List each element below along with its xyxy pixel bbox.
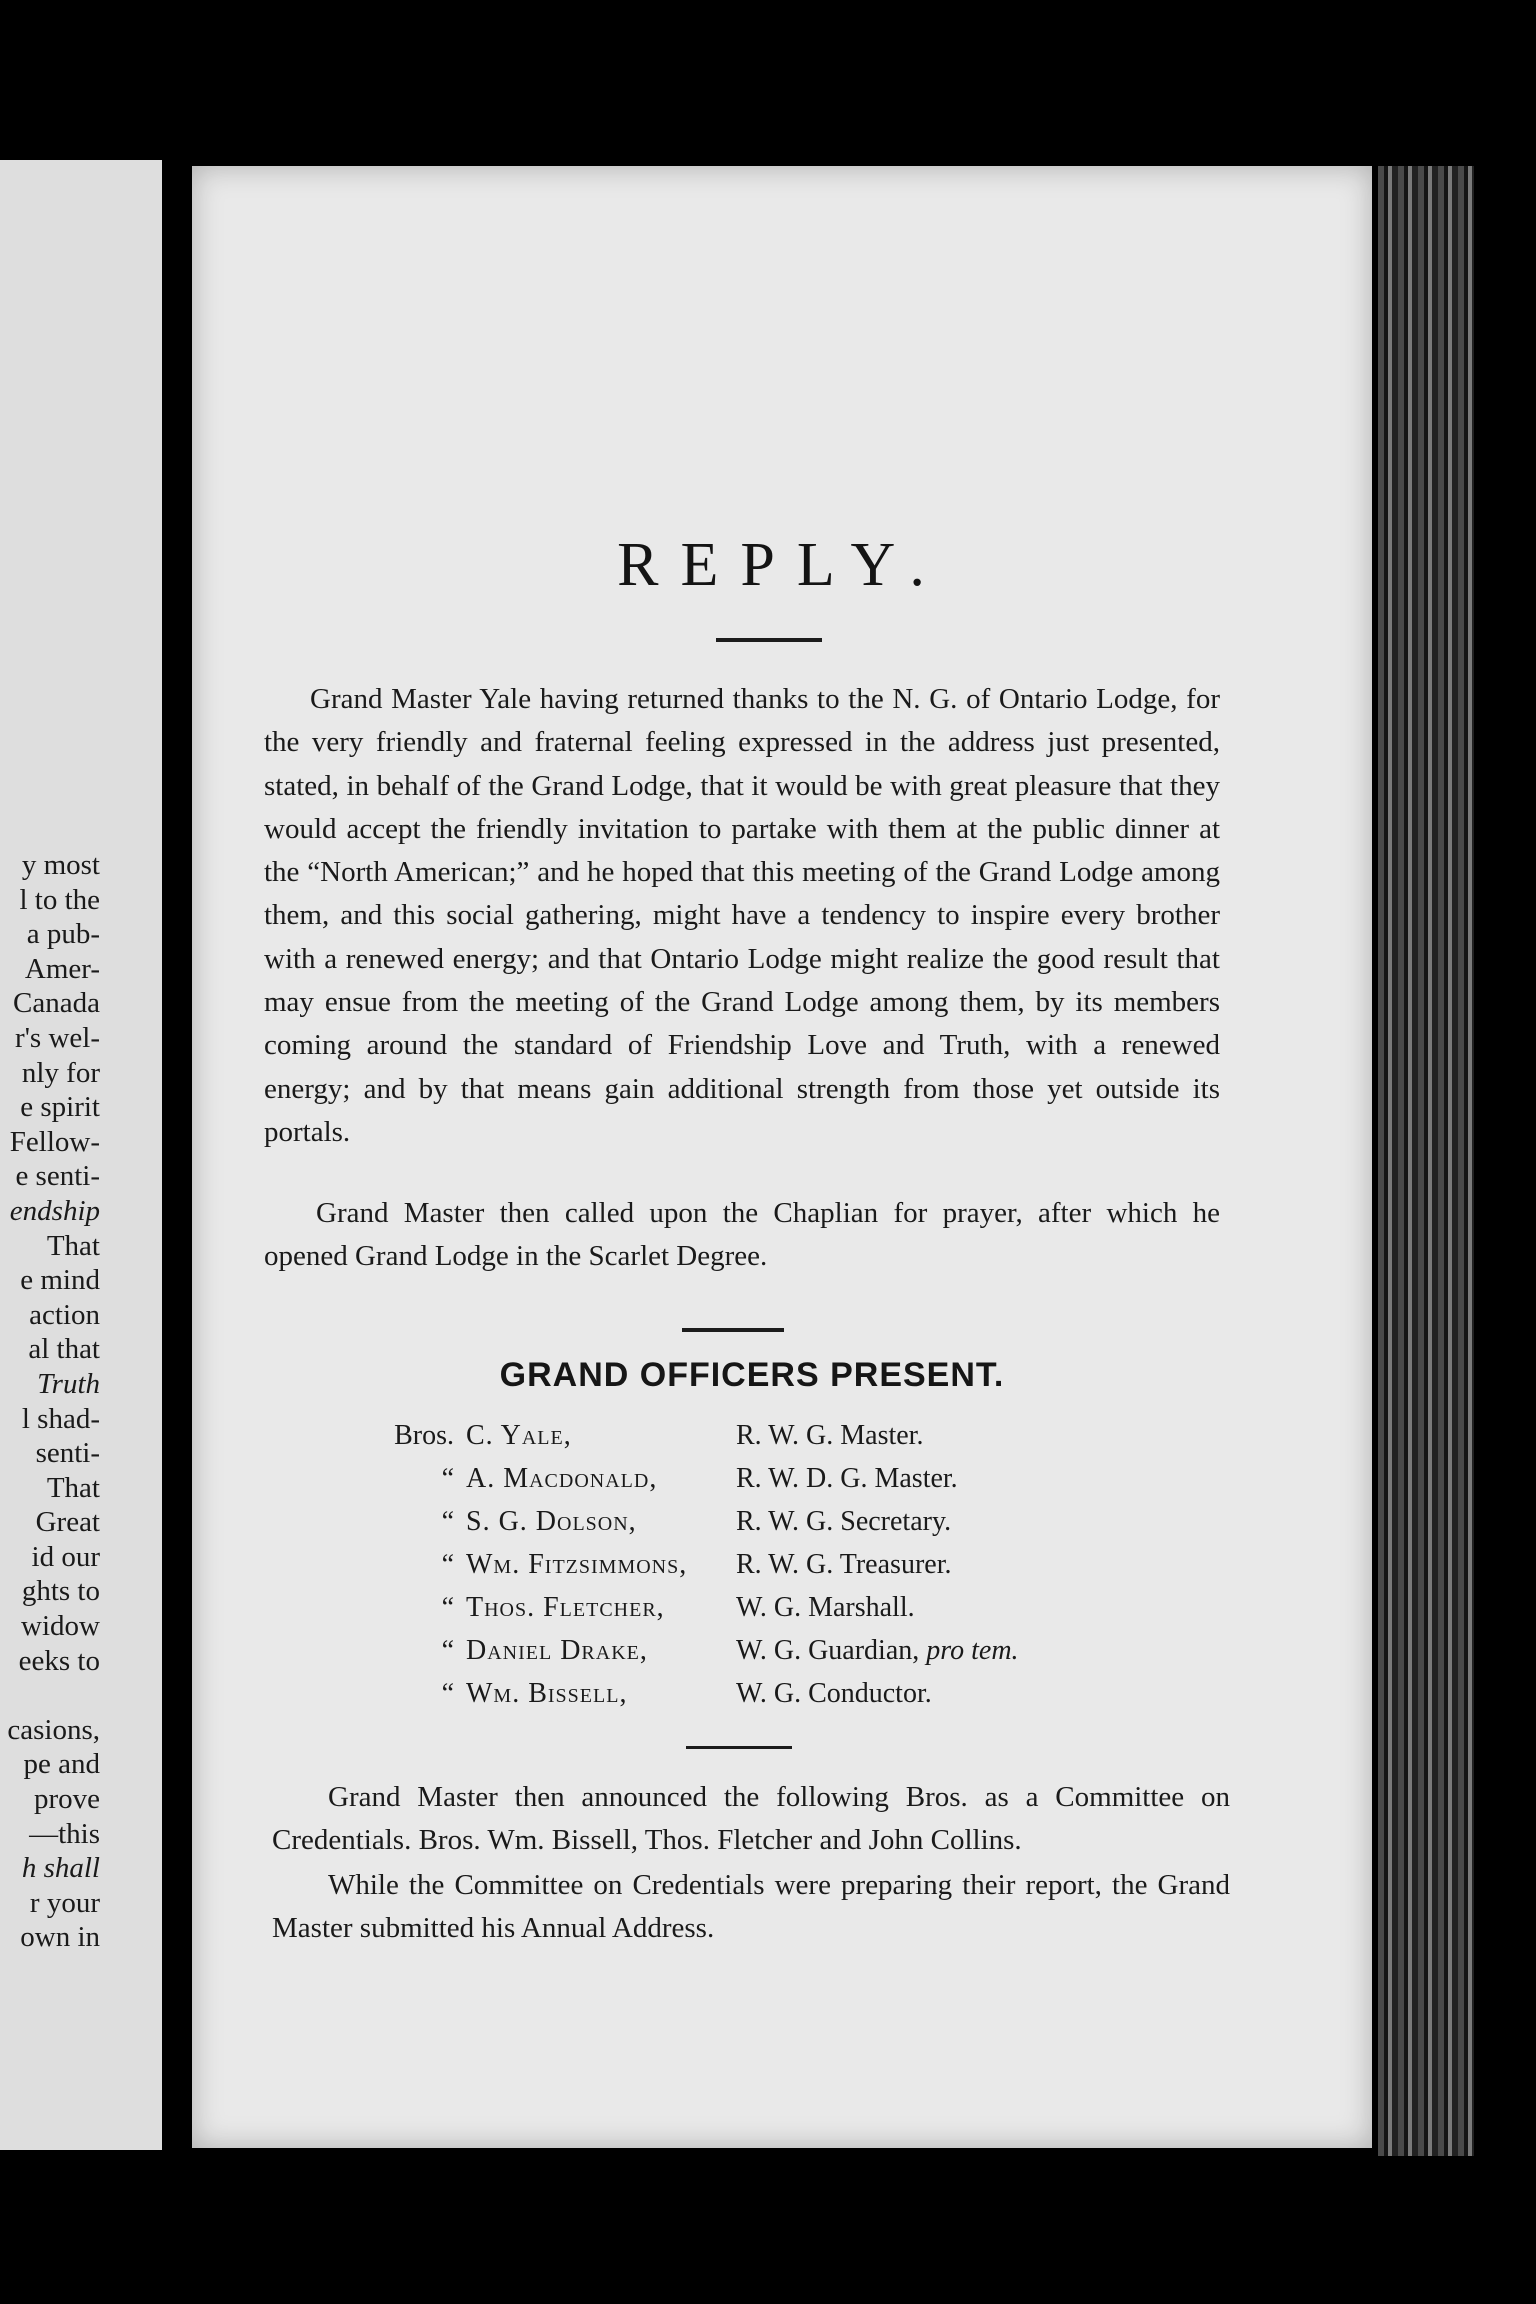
officer-name: A. Macdonald,: [466, 1463, 658, 1494]
address-paragraph: While the Committee on Credentials were preparing their report, the Grand Master submitted his Annual Address.: [272, 1869, 1230, 1945]
officer-prefix: “: [441, 1506, 454, 1537]
page-title: REPLY.: [617, 531, 947, 599]
section-rule: [682, 1328, 784, 1332]
fragment-line: endship: [9, 1194, 100, 1227]
fragment-line: Amer-: [24, 952, 100, 985]
officer-name: Wm. Bissell,: [466, 1678, 628, 1709]
officer-row: [370, 1549, 1096, 1592]
fragment-line: pe and: [23, 1748, 100, 1781]
officer-title: [736, 1635, 1096, 1667]
officer-title-text: W. G. Guardian,: [736, 1635, 920, 1666]
officer-name: Wm. Fitzsimmons,: [466, 1549, 688, 1580]
fragment-line: l shad-: [21, 1402, 100, 1435]
fragment-line: r your: [29, 1886, 100, 1919]
officer-row: [370, 1592, 1096, 1635]
officer-row: [370, 1635, 1096, 1678]
fragment-line: casions,: [7, 1713, 100, 1746]
officer-name: S. G. Dolson,: [466, 1506, 637, 1537]
fragment-line: eeks to: [18, 1644, 100, 1677]
officers-list: [370, 1420, 1096, 1721]
facing-page-fragment: [0, 160, 162, 2150]
officer-prefix: Bros.: [394, 1420, 454, 1451]
fragment-line: widow: [21, 1610, 100, 1643]
title-rule: [716, 638, 822, 642]
officer-title: R. W. G. Master.: [736, 1420, 924, 1451]
fragment-line: r's wel-: [15, 1021, 100, 1054]
officer-title: W. G. Conductor.: [736, 1678, 932, 1709]
reply-paragraph: Grand Master Yale having returned thanks to the N. G. of Ontario Lodge, for the very friendly and fraternal feeling expressed in the address just presented, stated, in behalf of the Grand Lodge, that it would be with great pleasure that they would accept the friendly invitation to partake with them at the public dinner at the “North American;” and he hoped that this meeting of the Grand Lodge among them, and this social gathering, might have a tendency to inspire every brother with a renewed energy; and that Ontario Lodge might realize the good result that may ensue from the meeting of the Grand Lodge among them, by its members coming around the standard of Friendship Love and Truth, with a renewed energy; and by that means gain additional strength from those yet outside its portals.: [264, 683, 1220, 1148]
fragment-line: Canada: [13, 987, 100, 1020]
fragment-line: e spirit: [20, 1091, 100, 1124]
closing-rule: [686, 1746, 792, 1749]
officer-title: W. G. Marshall.: [736, 1592, 915, 1623]
fragment-line: e senti-: [15, 1160, 100, 1193]
officer-row: [370, 1506, 1096, 1549]
officer-title-italic: pro tem.: [926, 1635, 1019, 1666]
facing-page-text-column: [7, 848, 100, 1955]
fragment-line: Great: [35, 1506, 100, 1539]
fragment-line: y most: [21, 849, 100, 881]
officer-row: [370, 1463, 1096, 1506]
fragment-line: al that: [28, 1333, 100, 1366]
fragment-line: ghts to: [21, 1575, 100, 1608]
officer-prefix: “: [441, 1635, 454, 1666]
fragment-line: own in: [20, 1921, 100, 1954]
officer-row: [370, 1678, 1096, 1721]
officer-row: [370, 1420, 1096, 1463]
fragment-line: h shall: [21, 1852, 100, 1885]
officer-name: Daniel Drake,: [466, 1635, 648, 1666]
fragment-line: —this: [29, 1817, 100, 1850]
officer-prefix: “: [441, 1463, 454, 1494]
fragment-line: l to the: [19, 883, 100, 916]
officer-title: R. W. G. Treasurer.: [736, 1549, 952, 1580]
fragment-line: prove: [33, 1783, 100, 1816]
officer-name: C. Yale,: [466, 1420, 572, 1451]
officer-title: R. W. D. G. Master.: [736, 1463, 958, 1494]
officer-prefix: “: [441, 1592, 454, 1623]
fragment-line: That: [46, 1471, 100, 1504]
fragment-line: senti-: [35, 1437, 100, 1470]
fragment-line: action: [29, 1298, 100, 1331]
officer-name: Thos. Fletcher,: [466, 1592, 665, 1623]
fragment-line: [7, 1678, 100, 1713]
officer-prefix: “: [441, 1678, 454, 1709]
committee-paragraph: Grand Master then announced the following Bros. as a Committee on Credentials. Bros. Wm. Bissell, Thos. Fletcher and John Collins.: [272, 1781, 1230, 1857]
officer-title: R. W. G. Secretary.: [736, 1506, 952, 1537]
officers-heading: GRAND OFFICERS PRESENT.: [499, 1356, 1005, 1394]
prayer-paragraph: Grand Master then called upon the Chaplian for prayer, after which he opened Grand Lodge in the Scarlet Degree.: [264, 1197, 1220, 1273]
fragment-line: Truth: [37, 1367, 100, 1400]
book-binding-edge: [1378, 166, 1474, 2156]
fragment-line: Fellow-: [9, 1125, 100, 1158]
fragment-line: a pub-: [26, 918, 100, 951]
fragment-line: nly for: [21, 1056, 100, 1089]
fragment-line: e mind: [20, 1264, 100, 1297]
fragment-line: id our: [31, 1540, 100, 1573]
fragment-line: That: [46, 1229, 100, 1262]
officer-prefix: “: [441, 1549, 454, 1580]
